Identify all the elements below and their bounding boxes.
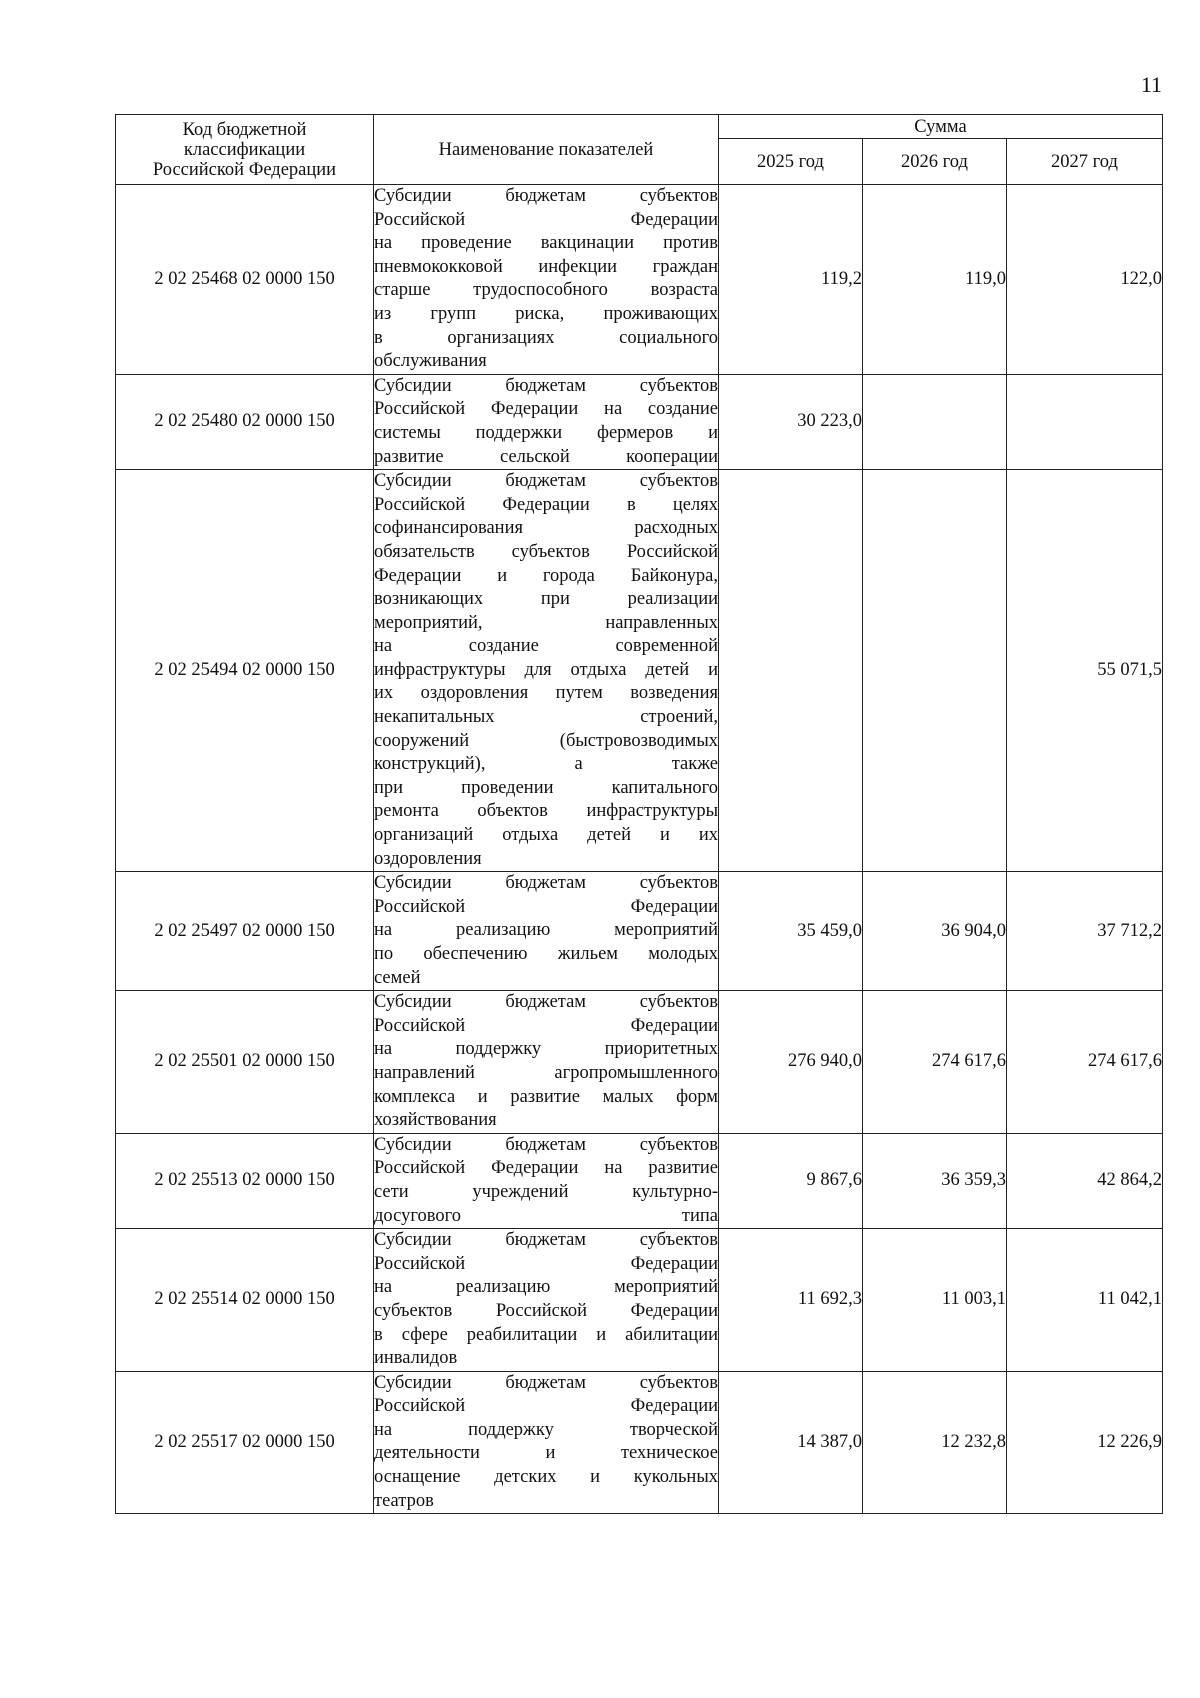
indicator-name-line: инвалидов (374, 1348, 458, 1369)
indicator-name-line: по обеспечению жильем молодых (374, 944, 718, 964)
indicator-name-line: субъектов Российской Федерации (374, 1300, 718, 1321)
amount-2027 (1007, 374, 1163, 469)
indicator-name-line: старше трудоспособного возраста (374, 280, 718, 301)
budget-code: 2 02 25468 02 0000 150 (116, 185, 374, 375)
indicator-name (374, 991, 719, 1134)
budget-code: 2 02 25513 02 0000 150 (116, 1133, 374, 1228)
indicator-name-line: хозяйствования (374, 1110, 497, 1131)
indicator-name-line: организаций отдыха детей и их (374, 825, 718, 846)
amount-2027: 11 042,1 (1007, 1229, 1163, 1372)
indicator-name-line: Субсидии бюджетам субъектов (374, 186, 718, 206)
indicator-name-line: инфраструктуры для отдыха детей и (374, 659, 718, 680)
indicator-name-line: Субсидии бюджетам субъектов (374, 1134, 718, 1155)
amount-2025: 119,2 (719, 185, 863, 375)
indicator-name-line: на поддержку творческой (374, 1419, 718, 1440)
header-name: Наименование показателей (374, 115, 719, 185)
indicator-name-line: их оздоровления путем возведения (374, 683, 718, 704)
indicator-name-line: семей (374, 967, 421, 988)
amount-2027: 42 864,2 (1007, 1133, 1163, 1228)
amount-2027: 55 071,5 (1007, 470, 1163, 872)
indicator-name-line: оснащение детских и кукольных (374, 1467, 718, 1488)
table-body (116, 185, 1163, 1514)
indicator-name-line: Российской Федерации (374, 1015, 718, 1036)
indicator-name-line: пневмококковой инфекции граждан (374, 256, 718, 277)
indicator-name-line: мероприятий, направленных (374, 612, 718, 633)
indicator-name (374, 1229, 719, 1372)
indicator-name-line: обязательств субъектов Российской (374, 541, 718, 562)
indicator-name-line: на реализацию мероприятий (374, 920, 718, 941)
indicator-name-line: конструкций), а также (374, 754, 718, 775)
indicator-name-line: Субсидии бюджетам субъектов (374, 1230, 718, 1251)
indicator-name-line: на проведение вакцинации против (374, 233, 718, 254)
header-year-2025: 2025 год (719, 139, 863, 185)
table-row (116, 374, 1163, 469)
header-code-line: Российской Федерации (152, 159, 337, 180)
indicator-name (374, 374, 719, 469)
header-year-2026: 2026 год (863, 139, 1007, 185)
indicator-name-line: некапитальных строений, (374, 707, 718, 728)
amount-2027: 122,0 (1007, 185, 1163, 375)
indicator-name-line: Субсидии бюджетам субъектов (374, 375, 718, 396)
amount-2026: 11 003,1 (863, 1229, 1007, 1372)
amount-2025: 276 940,0 (719, 991, 863, 1134)
indicator-name-line: оздоровления (374, 848, 482, 869)
indicator-name-line: Российской Федерации на развитие (374, 1158, 718, 1179)
indicator-name-line: при проведении капитального (374, 777, 718, 798)
indicator-name-line: развитие сельской кооперации (374, 446, 718, 467)
indicator-name-line: на реализацию мероприятий (374, 1277, 718, 1298)
indicator-name-line: из групп риска, проживающих (374, 303, 718, 324)
amount-2027: 274 617,6 (1007, 991, 1163, 1134)
indicator-name-line: Российской Федерации в целях (374, 494, 718, 515)
amount-2026 (863, 374, 1007, 469)
indicator-name-line: Субсидии бюджетам субъектов (374, 992, 718, 1013)
indicator-name-line: Российской Федерации на создание (374, 399, 718, 420)
indicator-name-line: Российской Федерации (374, 1396, 718, 1417)
indicator-name-line: сооружений (быстровозводимых (374, 730, 718, 751)
amount-2026: 36 904,0 (863, 872, 1007, 991)
indicator-name (374, 872, 719, 991)
amount-2025: 9 867,6 (719, 1133, 863, 1228)
amount-2026: 274 617,6 (863, 991, 1007, 1134)
budget-code: 2 02 25517 02 0000 150 (116, 1371, 374, 1514)
indicator-name-line: комплекса и развитие малых форм (374, 1086, 718, 1107)
budget-code: 2 02 25514 02 0000 150 (116, 1229, 374, 1372)
amount-2026: 119,0 (863, 185, 1007, 375)
amount-2026 (863, 470, 1007, 872)
indicator-name-line: Субсидии бюджетам субъектов (374, 471, 718, 492)
indicator-name-line: на создание современной (374, 636, 718, 657)
amount-2025 (719, 470, 863, 872)
table-row (116, 470, 1163, 872)
header-code-line: Код бюджетной (182, 119, 307, 140)
table-row (116, 185, 1163, 375)
amount-2025: 30 223,0 (719, 374, 863, 469)
header-sum: Сумма (719, 115, 1163, 139)
indicator-name-line: направлений агропромышленного (374, 1062, 718, 1083)
indicator-name-line: Российской Федерации (374, 1253, 718, 1274)
amount-2026: 36 359,3 (863, 1133, 1007, 1228)
budget-code: 2 02 25497 02 0000 150 (116, 872, 374, 991)
indicator-name-line: возникающих при реализации (374, 589, 718, 610)
header-code (116, 115, 374, 185)
indicator-name-line: Российской Федерации (374, 896, 718, 917)
budget-code: 2 02 25480 02 0000 150 (116, 374, 374, 469)
indicator-name-line: досугового типа (374, 1205, 718, 1226)
table-row (116, 872, 1163, 991)
amount-2026: 12 232,8 (863, 1371, 1007, 1514)
amount-2025: 11 692,3 (719, 1229, 863, 1372)
header-code-line: классификации (183, 139, 306, 160)
indicator-name-line: Российской Федерации (374, 209, 718, 230)
indicator-name-line: Субсидии бюджетам субъектов (374, 1372, 718, 1393)
amount-2025: 35 459,0 (719, 872, 863, 991)
indicator-name (374, 470, 719, 872)
budget-table (115, 114, 1163, 1514)
table-row (116, 1371, 1163, 1514)
indicator-name-line: театров (374, 1490, 434, 1511)
table-row (116, 991, 1163, 1134)
amount-2027: 12 226,9 (1007, 1371, 1163, 1514)
indicator-name-line: ремонта объектов инфраструктуры (374, 801, 718, 822)
budget-code: 2 02 25501 02 0000 150 (116, 991, 374, 1134)
indicator-name-line: сети учреждений культурно- (374, 1181, 718, 1202)
header-year-2027: 2027 год (1007, 139, 1163, 185)
indicator-name-line: деятельности и техническое (374, 1443, 718, 1464)
indicator-name-line: Субсидии бюджетам субъектов (374, 873, 718, 894)
indicator-name (374, 1371, 719, 1514)
table-row (116, 1229, 1163, 1372)
indicator-name-line: Федерации и города Байконура, (374, 565, 718, 586)
indicator-name-line: в сфере реабилитации и абилитации (374, 1324, 718, 1345)
amount-2027: 37 712,2 (1007, 872, 1163, 991)
indicator-name-line: обслуживания (374, 351, 487, 372)
indicator-name-line: софинансирования расходных (374, 518, 718, 539)
table-row (116, 1133, 1163, 1228)
page-number: 11 (1140, 72, 1162, 97)
indicator-name (374, 185, 719, 375)
amount-2025: 14 387,0 (719, 1371, 863, 1514)
indicator-name-line: системы поддержки фермеров и (374, 422, 718, 443)
indicator-name-line: в организациях социального (374, 327, 718, 348)
budget-code: 2 02 25494 02 0000 150 (116, 470, 374, 872)
indicator-name (374, 1133, 719, 1228)
indicator-name-line: на поддержку приоритетных (374, 1039, 718, 1060)
